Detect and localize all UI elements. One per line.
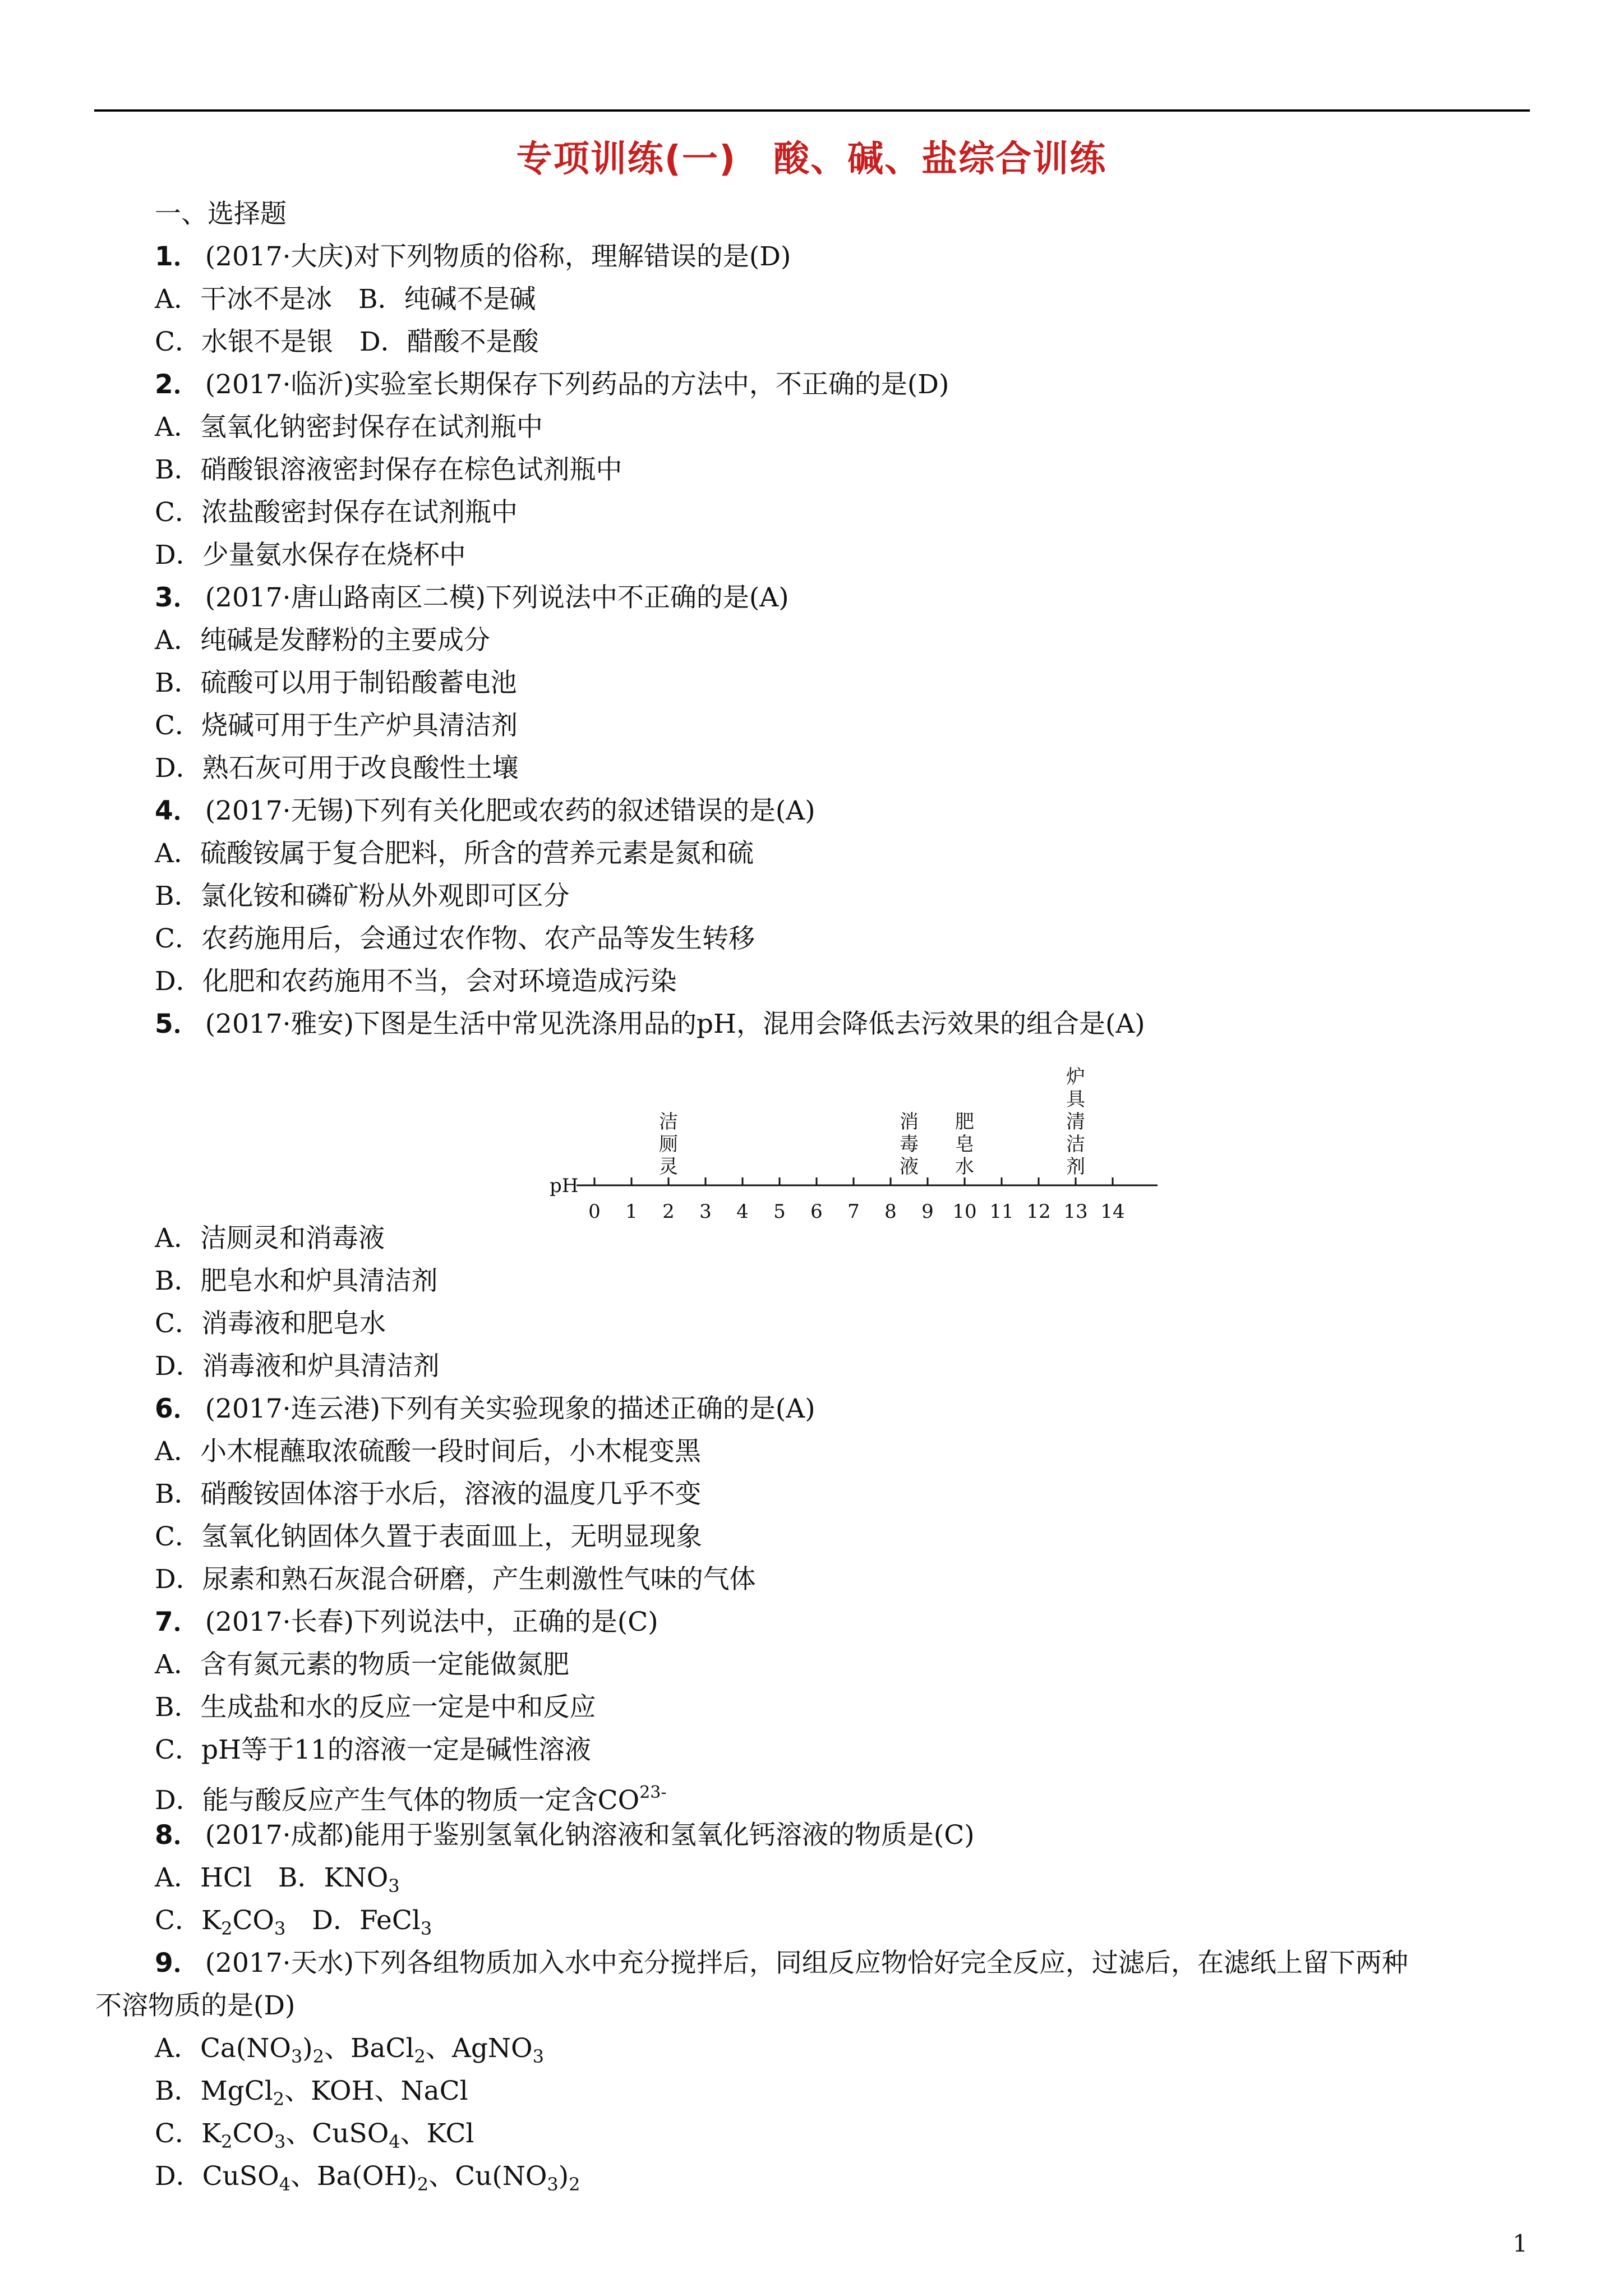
question-9-stem: 9． (2017·天水)下列各组物质加入水中充分搅拌后，同组反应物恰好完全反应，过滤后，在滤纸上留下两种: [155, 1948, 1408, 1978]
question-6-option-d: D．尿素和熟石灰混合研磨，产生刺激性气味的气体: [155, 1564, 756, 1595]
question-4-option-c: C．农药施用后，会通过农作物、农产品等发生转移: [155, 923, 755, 954]
question-3-stem: 3． (2017·唐山路南区二模)下列说法中不正确的是(A): [155, 582, 789, 613]
ph-item-label-char: 皂: [955, 1133, 974, 1156]
question-3-option-b: B．硫酸可以用于制铅酸蓄电池: [155, 668, 517, 698]
question-3-option-c: C．烧碱可用于生产炉具清洁剂: [155, 710, 518, 741]
ph-item-label-char: 水: [955, 1156, 974, 1178]
ph-item-label-char: 炉: [1066, 1066, 1085, 1088]
question-9-option-c: C．$K_2CO_3$、CuSO$_4$、KCl: [155, 2118, 474, 2152]
question-8-options-row2: C．$K_2CO_3$ D．FeCl$_3$: [155, 1905, 432, 1939]
question-4-stem: 4． (2017·无锡)下列有关化肥或农药的叙述错误的是(A): [155, 795, 815, 826]
ph-tick-label: 11: [989, 1200, 1014, 1223]
question-6-stem: 6． (2017·连云港)下列有关实验现象的描述正确的是(A): [155, 1393, 815, 1424]
question-1-options-row2: C．水银不是银 D．醋酸不是酸: [155, 326, 539, 357]
page-number: 1: [1513, 2230, 1528, 2257]
top-rule: [94, 109, 1530, 112]
ph-item-label-char: 具: [1066, 1088, 1085, 1111]
question-3-option-d: D．熟石灰可用于改良酸性土壤: [155, 753, 519, 784]
question-6-option-b: B．硝酸铵固体溶于水后，溶液的温度几乎不变: [155, 1479, 702, 1510]
question-6-option-a: A．小木棍蘸取浓硫酸一段时间后，小木棍变黑: [155, 1436, 701, 1467]
ph-tick-label: 5: [773, 1200, 786, 1223]
question-3-option-a: A．纯碱是发酵粉的主要成分: [155, 625, 490, 656]
ph-tick-label: 4: [736, 1200, 749, 1223]
question-5-option-b: B．肥皂水和炉具清洁剂: [155, 1266, 438, 1296]
question-4-option-d: D．化肥和农药施用不当，会对环境造成污染: [155, 966, 677, 997]
section-heading: 一、选择题: [155, 199, 287, 229]
ph-tick-label: 8: [884, 1200, 897, 1223]
question-7-option-b: B．生成盐和水的反应一定是中和反应: [155, 1692, 596, 1723]
question-9-option-d: D．CuSO$_4$、$Ba(OH)_2$、$Cu(NO_3)_2$: [155, 2161, 580, 2195]
ph-tick-label: 0: [588, 1200, 601, 1223]
ph-item-label-char: 消: [900, 1111, 919, 1133]
question-9-option-b: B．MgCl$_2$、KOH、NaCl: [155, 2076, 468, 2110]
question-1-stem: 1． (2017·大庆)对下列物质的俗称，理解错误的是(D): [155, 241, 791, 272]
ph-tick-label: 13: [1063, 1200, 1088, 1223]
ph-item-label-char: 毒: [900, 1133, 919, 1156]
ph-tick-label: 2: [662, 1200, 675, 1223]
question-1-options-row1: A．干冰不是冰 B．纯碱不是碱: [155, 284, 536, 315]
axis-label: pH: [550, 1175, 579, 1197]
ph-tick-label: 7: [847, 1200, 860, 1223]
question-5-option-c: C．消毒液和肥皂水: [155, 1308, 386, 1339]
ph-tick-label: 12: [1026, 1200, 1051, 1223]
ph-tick-label: 14: [1100, 1200, 1125, 1223]
question-7-option-d: D．能与酸反应产生气体的物质一定含$CO^{23-}$: [155, 1783, 667, 1816]
question-8-options-row1: A．HCl B．$KNO_3$: [155, 1862, 400, 1897]
question-4-option-a: A．硫酸铵属于复合肥料，所含的营养元素是氮和硫: [155, 838, 754, 869]
question-5-stem: 5． (2017·雅安)下图是生活中常见洗涤用品的pH，混用会降低去污效果的组合是(A): [155, 1009, 1145, 1039]
question-2-stem: 2． (2017·临沂)实验室长期保存下列药品的方法中，不正确的是(D): [155, 369, 949, 400]
question-2-option-c: C．浓盐酸密封保存在试剂瓶中: [155, 497, 518, 528]
question-9-stem-cont: 不溶物质的是(D): [95, 1990, 296, 2021]
question-2-option-a: A．氢氧化钠密封保存在试剂瓶中: [155, 412, 543, 443]
question-8-stem: 8． (2017·成都)能用于鉴别氢氧化钠溶液和氢氧化钙溶液的物质是(C): [155, 1820, 975, 1851]
page-title: 专项训练(一) 酸、碱、盐综合训练: [516, 139, 1107, 180]
question-2-option-b: B．硝酸银溶液密封保存在棕色试剂瓶中: [155, 454, 623, 485]
ph-item-label-char: 洁: [1066, 1133, 1085, 1156]
question-6-option-c: C．氢氧化钠固体久置于表面皿上，无明显现象: [155, 1521, 702, 1552]
ph-item-label-char: 液: [900, 1156, 919, 1178]
question-9-option-a: A．$Ca(NO_3)_2$、BaCl$_2$、AgNO$_3$: [155, 2033, 544, 2067]
question-5-option-d: D．消毒液和炉具清洁剂: [155, 1351, 440, 1382]
ph-tick-label: 1: [625, 1200, 638, 1223]
ph-item-label-char: 清: [1066, 1111, 1085, 1133]
ph-item-label-char: 肥: [955, 1111, 974, 1133]
question-7-option-a: A．含有氮元素的物质一定能做氮肥: [155, 1649, 569, 1680]
ph-scale-chart: [505, 1041, 1178, 1231]
ph-tick-label: 6: [810, 1200, 823, 1223]
question-4-option-b: B．氯化铵和磷矿粉从外观即可区分: [155, 881, 570, 912]
ph-item-label-char: 洁: [659, 1111, 678, 1133]
question-2-option-d: D．少量氨水保存在烧杯中: [155, 540, 466, 570]
ph-item-label-char: 灵: [659, 1156, 678, 1178]
ph-tick-label: 10: [952, 1200, 977, 1223]
question-7-option-c: C．pH等于11的溶液一定是碱性溶液: [155, 1734, 591, 1765]
ph-item-label-char: 厕: [659, 1133, 678, 1156]
question-5-option-a: A．洁厕灵和消毒液: [155, 1223, 385, 1254]
ph-item-label-char: 剂: [1066, 1156, 1085, 1178]
question-7-stem: 7． (2017·长春)下列说法中，正确的是(C): [155, 1607, 658, 1637]
ph-tick-label: 3: [699, 1200, 712, 1223]
ph-tick-label: 9: [921, 1200, 934, 1223]
